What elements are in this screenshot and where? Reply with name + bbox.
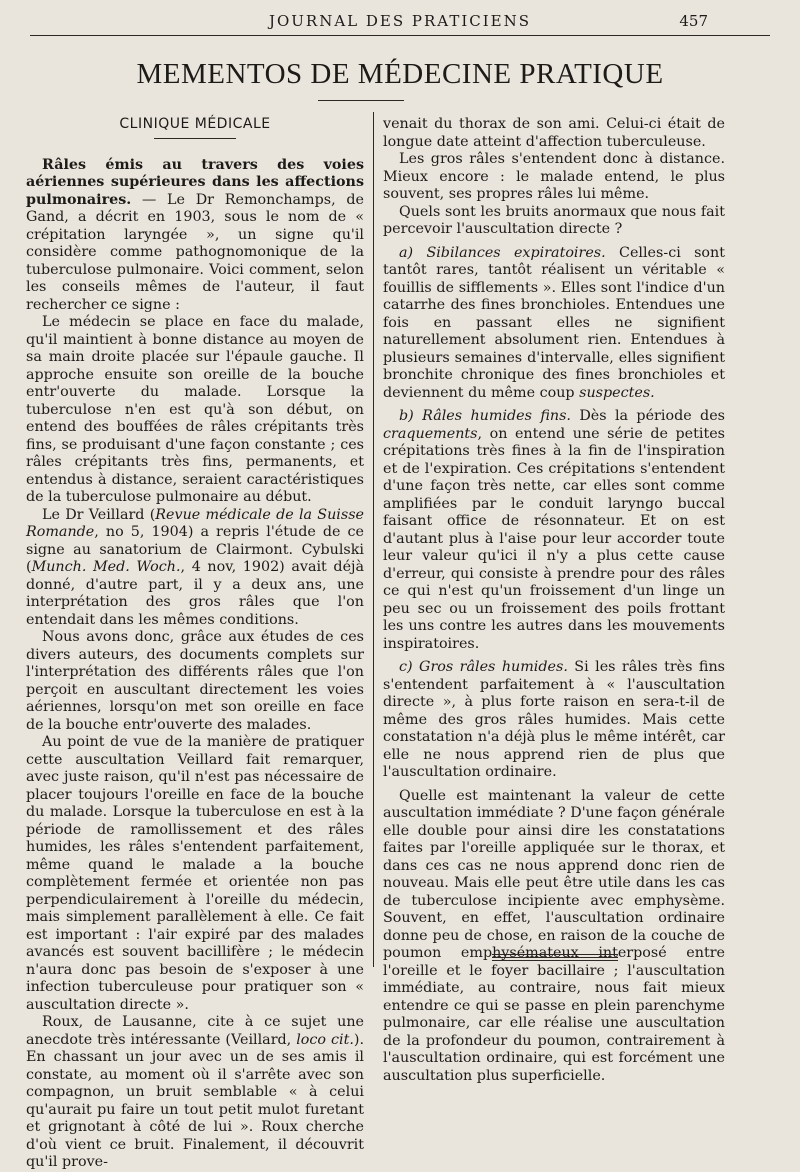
paragraph [26, 157, 364, 315]
paragraph-text: Le Dr Veillard ( [42, 506, 156, 523]
page-number: 457 [679, 12, 708, 30]
citation: Munch. Med. Woch. [31, 559, 181, 575]
paragraph-text: , no 5, 1904) a repris l'étude de ce signe au sanatorium de Clairmont. Cybulski ( [26, 524, 364, 575]
paragraph-text: , on entend une série de petites crépitations très fines à la fin de l'inspiration et de l'expiration. Ces crépitations s'entendent d'une façon très nette, car elles sont comme amplifiées par le conduit laryngo buccal faisant office de résonnateur. Et on est d'autant plus à l'aise pour leur accorder toute leur valeur qu'ici il n'y a plus cette cause d'erreur, qui consiste à prendre pour des râles ce qui n'est qu'un froissement d'un linge un peu sec ou un froissement des poils frottant les uns contre les autres dans les mouvements inspiratoires. [383, 425, 725, 652]
page-title: MEMENTOS DE MÉDECINE PRATIQUE [136, 58, 664, 90]
header-rule [30, 35, 770, 36]
running-head [0, 12, 800, 34]
emphasis: suspectes. [579, 384, 655, 401]
right-column [383, 116, 725, 1085]
item-label: c) [399, 659, 420, 675]
paragraph-text: Celles-ci sont tantôt rares, tantôt réalisent un véritable « fouillis de sifflements ». Elles sont l'indice d'un catarrhe des fines bronchioles. Entendues une fois en passant elles ne signifient naturellement absolument rien. Entendues à plusieurs semaines d'intervalle, elles signifient bronchite chronique des fines bronchioles et deviennent du même coup [383, 244, 725, 401]
paragraph: Quelle est maintenant la valeur de cette auscultation immédiate ? D'une façon générale elle double pour ainsi dire les constatations faites par l'oreille appliquée sur le thorax, et dans ces cas ne nous apprend donc rien de nouveau. Mais elle peut être utile dans les cas de tuberculose incipiente avec emphysème. Souvent, en effet, l'auscultation ordinaire donne peu de chose, en raison de la couche de poumon emphysémateux interposé entre l'oreille et le foyer bacillaire ; l'auscultation immédiate, au contraire, nous fait mieux entendre ce qui se passe en plein parenchyme pulmonaire, car elle réalise une auscultation de la profondeur du poumon, contrairement à l'auscultation ordinaire, qui est forcément une auscultation plus superficielle. [383, 787, 725, 1084]
emphasis: craquements [383, 425, 478, 442]
list-item-c [383, 659, 725, 782]
paragraph-lead: Râles émis au travers des voies aériennes supérieures dans les affections pulmonaires. [26, 156, 364, 208]
item-title: Gros râles humides. [419, 659, 568, 675]
section-rule [154, 138, 236, 139]
title-rule [318, 100, 404, 101]
list-item-b [383, 408, 725, 653]
paragraph: Quels sont les bruits anormaux que nous fait percevoir l'auscultation directe ? [383, 203, 725, 237]
paragraph-text: — Le Dr Remonchamps, de Gand, a décrit en 1903, sous le nom de « crépitation laryngée », un signe qu'il considère comme pathognomonique de la tuberculose pulmonaire. Voici comment, selon les conseils mêmes de l'auteur, il faut rechercher ce signe : [26, 191, 364, 313]
list-item-a [383, 245, 725, 403]
section-heading: CLINIQUE MÉDICALE [119, 116, 271, 132]
left-column [26, 116, 364, 1172]
citation: Revue médicale de la Suisse Romande [26, 506, 365, 540]
item-label: b) [399, 408, 423, 424]
paragraph [26, 507, 364, 630]
running-title: JOURNAL DES PRATICIENS [268, 12, 532, 30]
paragraph-text: ). En chassant un jour avec un de ses amis il constate, au moment où il s'arrête avec son compagnon, un bruit semblable « à celui qu'aurait pu faire un tout petit mulot furetant et grignotant à côté de lui ». Roux cherche d'où vient ce bruit. Finalement, il découvrit qu'il prove- [26, 1031, 364, 1170]
paragraph-text: Dès la période des [570, 408, 725, 424]
item-label: a) [399, 244, 427, 261]
paragraph: Les gros râles s'entendent donc à distance. Mieux encore : le malade entend, le plus souvent, ses propres râles lui même. [383, 151, 725, 202]
item-title: Sibilances expiratoires. [426, 244, 606, 261]
paragraph: Nous avons donc, grâce aux études de ces divers auteurs, des documents complets sur l'interprétation des différents râles que l'on perçoit en auscultant directement les voies aériennes, lorsqu'on met son oreille en face de la bouche entr'ouverte des malades. [26, 629, 364, 733]
end-rule [492, 954, 618, 962]
paragraph-text: Si les râles très fins s'entendent parfaitement à « l'auscultation directe », à plus forte raison en sera-t-il de même des gros râles humides. Mais cette constatation n'a déjà plus le même intérêt, car elle ne nous apprend rien de plus que l'auscultation ordinaire. [383, 659, 725, 780]
item-title: Râles humides fins. [422, 408, 571, 424]
paragraph [26, 1014, 364, 1172]
paragraph-text: , 4 nov, 1902) avait déjà donné, d'autre part, il y a deux ans, une interprétation des gros râles que l'on entendait dans les mêmes conditions. [26, 559, 364, 628]
column-divider [373, 112, 374, 967]
paragraph: Au point de vue de la manière de pratiquer cette auscultation Veillard fait remarquer, avec juste raison, qu'il n'est pas nécessaire de placer toujours l'oreille en face de la bouche du malade. Lorsque la tuberculose en est à la période de ramollissement et des râles humides, les râles s'entendent parfaitement, même quand le malade a la bouche complètement fermée et orientée non pas perpendiculairement à l'oreille du médecin, mais simplement parallèlement à elle. Ce fait est important : l'air expiré par des malades avancés est souvent bacillifère ; le médecin n'aura donc pas besoin de s'exposer à une infection tuberculeuse pour pratiquer son « auscultation directe ». [26, 734, 364, 1013]
paragraph: Le médecin se place en face du malade, qu'il maintient à bonne distance au moyen de sa main droite placée sur l'épaule gauche. Il approche ensuite son oreille de la bouche entr'ouverte du malade. Lorsque la tuberculose n'en est qu'à son début, on entend des bouffées de râles crépitants très fins, se produisant d'une façon constante ; ces râles crépitants très fins, permanents, et entendus à distance, seraient caractéristiques de la tuberculose pulmonaire au début. [26, 314, 364, 505]
citation: loco cit. [296, 1031, 354, 1048]
paragraph: venait du thorax de son ami. Celui-ci était de longue date atteint d'affection tuberculeuse. [383, 116, 725, 150]
paragraph-text: Roux, de Lausanne, cite à ce sujet une anecdote très intéressante (Veillard, [26, 1014, 364, 1048]
